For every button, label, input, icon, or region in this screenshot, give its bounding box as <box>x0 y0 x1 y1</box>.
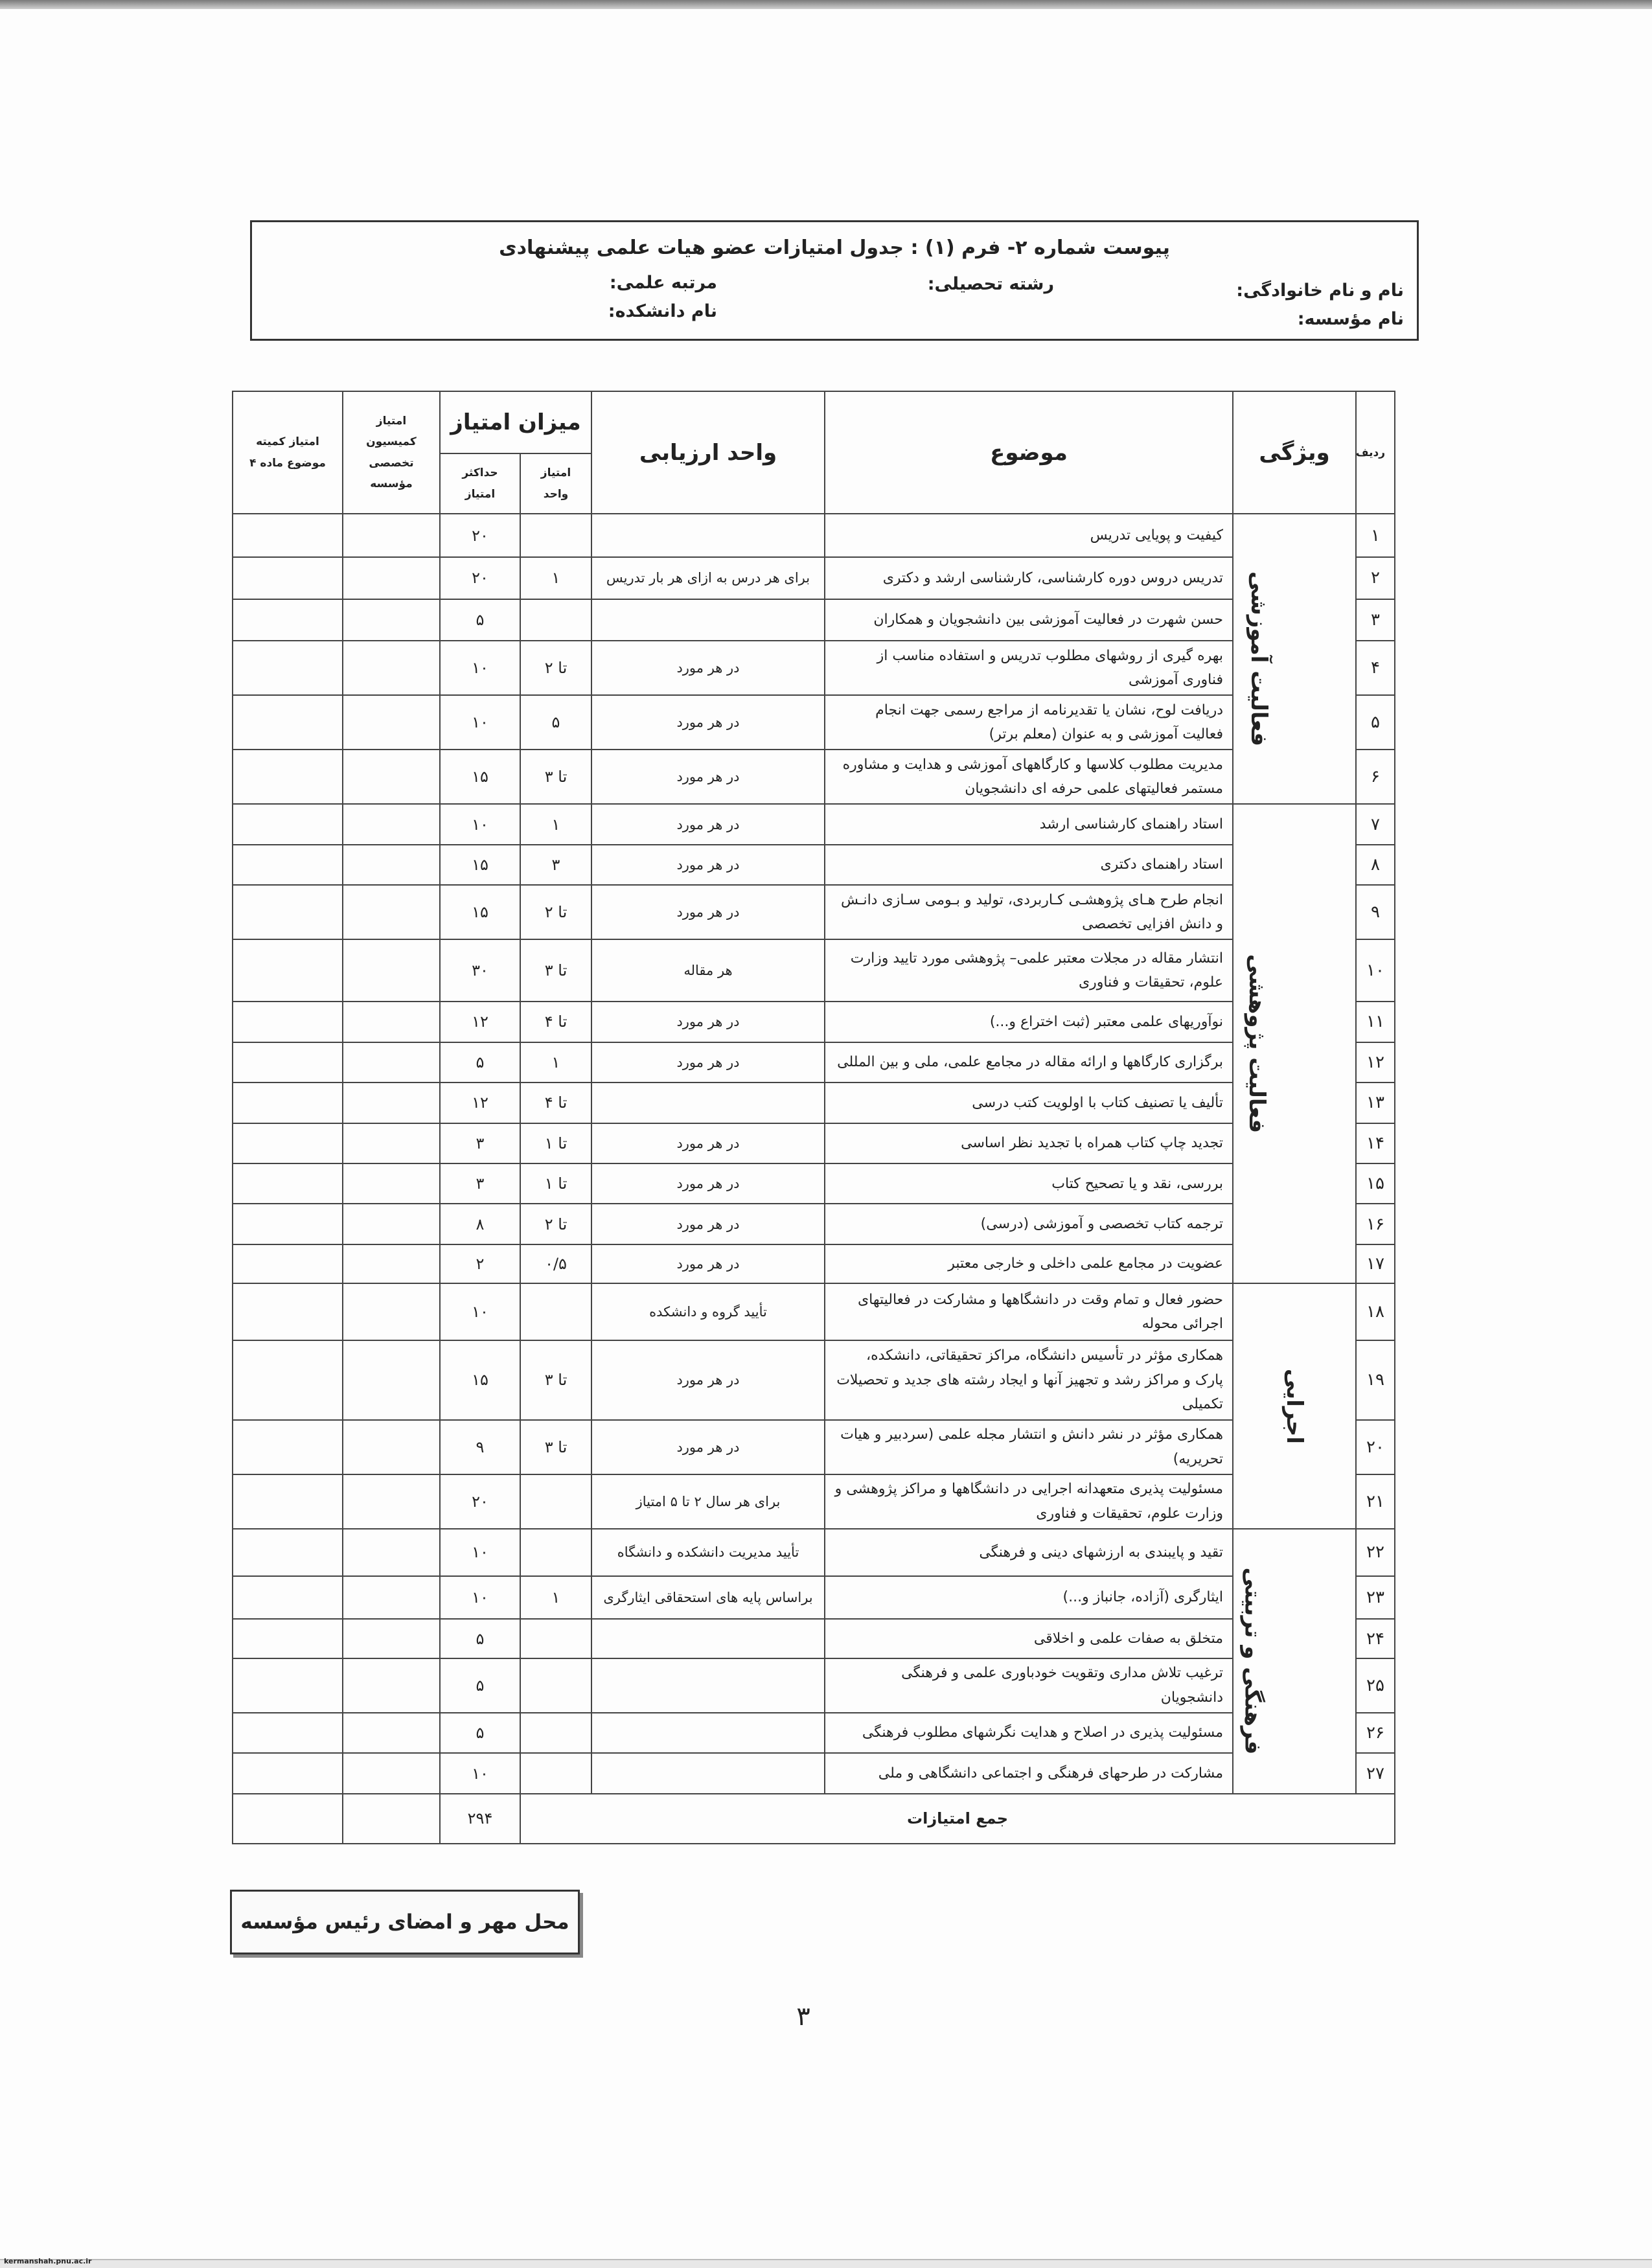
unit-cell: برای هر سال ۲ تا ۵ امتیاز <box>591 1474 825 1529</box>
unit-cell <box>591 599 825 641</box>
row-number: ۲۴ <box>1356 1619 1395 1658</box>
table-row <box>233 1082 1395 1123</box>
row-number: ۲ <box>1356 557 1395 599</box>
row-number: ۱۱ <box>1356 1002 1395 1042</box>
table-row <box>233 1163 1395 1204</box>
max-score-cell: ۳۰ <box>440 939 520 1002</box>
row-number: ۶ <box>1356 750 1395 804</box>
row-number: ۱۳ <box>1356 1082 1395 1123</box>
max-score-cell: ۵ <box>440 1713 520 1753</box>
unit-score-cell: تا ۳ <box>520 1420 591 1474</box>
row-number: ۳ <box>1356 599 1395 641</box>
max-score-cell: ۵ <box>440 1619 520 1658</box>
commission-score-cell <box>343 1474 440 1529</box>
commission-score-cell <box>343 1123 440 1163</box>
table-row <box>233 695 1395 750</box>
score-table <box>232 391 1395 1844</box>
unit-score-cell: ۱ <box>520 804 591 844</box>
category-cell <box>1233 514 1356 804</box>
name-label: نام و نام خانوادگی: <box>1236 281 1404 301</box>
row-number: ۱۰ <box>1356 939 1395 1002</box>
unit-cell: در هر مورد <box>591 1244 825 1283</box>
university-label: نام دانشکده: <box>608 301 717 321</box>
committee-score-cell <box>233 1042 343 1082</box>
unit-score-cell <box>520 514 591 557</box>
unit-score-cell: تا ۱ <box>520 1123 591 1163</box>
max-score-cell: ۱۵ <box>440 845 520 885</box>
table-row <box>233 1204 1395 1244</box>
watermark: kermanshah.pnu.ac.ir <box>4 2257 92 2265</box>
unit-cell: برای هر درس به ازای هر بار تدریس <box>591 557 825 599</box>
header-commission: امتیاز کمیسیون تخصصی مؤسسه <box>343 391 440 514</box>
max-score-cell: ۱۲ <box>440 1002 520 1042</box>
committee-score-cell <box>233 641 343 695</box>
unit-score-cell: ۳ <box>520 845 591 885</box>
total-label: جمع امتیازات <box>520 1794 1395 1844</box>
unit-cell: در هر مورد <box>591 804 825 844</box>
committee-score-cell <box>233 599 343 641</box>
table-row <box>233 1713 1395 1753</box>
table-row <box>233 1283 1395 1340</box>
subject-cell: ترغیب تلاش مداری وتقویت خودباوری علمی و فرهنگی دانشجویان <box>825 1658 1233 1713</box>
commission-score-cell <box>343 1576 440 1620</box>
max-score-cell: ۱۵ <box>440 885 520 939</box>
subject-cell: بهره گیری از روشهای مطلوب تدریس و استفاده مناسب از فناوری آموزشی <box>825 641 1233 695</box>
table-row <box>233 845 1395 885</box>
commission-score-cell <box>343 557 440 599</box>
commission-score-cell <box>343 514 440 557</box>
row-number: ۱۶ <box>1356 1204 1395 1244</box>
category-cell <box>1233 1283 1356 1529</box>
commission-score-cell <box>343 1619 440 1658</box>
form-title: پیوست شماره ۲- فرم (۱) : جدول امتیازات عضو هیات علمی پیشنهادی <box>499 236 1170 259</box>
category-cell <box>1233 1529 1356 1794</box>
subject-cell: ترجمه کتاب تخصصی و آموزشی (درسی) <box>825 1204 1233 1244</box>
row-number: ۱۴ <box>1356 1123 1395 1163</box>
total-value: ۲۹۴ <box>440 1794 520 1844</box>
unit-cell: تأیید مدیریت دانشکده و دانشگاه <box>591 1529 825 1576</box>
total-row <box>233 1794 1395 1844</box>
max-score-cell: ۱۵ <box>440 750 520 804</box>
header-unit-score: امتیاز واحد <box>520 453 591 514</box>
row-number: ۹ <box>1356 885 1395 939</box>
max-score-cell: ۲۰ <box>440 1474 520 1529</box>
commission-score-cell <box>343 750 440 804</box>
table-row <box>233 1420 1395 1474</box>
unit-score-cell: تا ۴ <box>520 1002 591 1042</box>
row-number: ۱۲ <box>1356 1042 1395 1082</box>
max-score-cell: ۱۰ <box>440 641 520 695</box>
unit-score-cell <box>520 1283 591 1340</box>
committee-score-cell <box>233 1753 343 1793</box>
commission-score-cell <box>343 1283 440 1340</box>
unit-score-cell: ۱ <box>520 1576 591 1620</box>
committee-score-cell <box>233 1340 343 1420</box>
subject-cell: برگزاری کارگاهها و ارائه مقاله در مجامع علمی، ملی و بین المللی <box>825 1042 1233 1082</box>
committee-score-cell <box>233 939 343 1002</box>
max-score-cell: ۵ <box>440 599 520 641</box>
unit-score-cell: ۱ <box>520 1042 591 1082</box>
unit-cell: در هر مورد <box>591 845 825 885</box>
row-number: ۲۳ <box>1356 1576 1395 1620</box>
unit-score-cell: تا ۳ <box>520 750 591 804</box>
committee-score-cell <box>233 885 343 939</box>
subject-cell: استاد راهنمای دکتری <box>825 845 1233 885</box>
max-score-cell: ۲ <box>440 1244 520 1283</box>
committee-score-cell <box>233 845 343 885</box>
committee-score-cell <box>233 1474 343 1529</box>
commission-score-cell <box>343 1244 440 1283</box>
row-number: ۸ <box>1356 845 1395 885</box>
committee-score-cell <box>233 1619 343 1658</box>
institute-label: نام مؤسسه: <box>1297 309 1404 329</box>
unit-score-cell <box>520 599 591 641</box>
category-label: فعالیت آموزشی <box>1245 571 1272 747</box>
commission-score-cell <box>343 804 440 844</box>
commission-score-cell <box>343 1420 440 1474</box>
unit-score-cell: تا ۱ <box>520 1163 591 1204</box>
unit-cell <box>591 1619 825 1658</box>
category-label: فرهنگی و تربیتی <box>1239 1568 1266 1755</box>
committee-score-cell <box>233 1082 343 1123</box>
committee-score-cell <box>233 1244 343 1283</box>
max-score-cell: ۱۰ <box>440 804 520 844</box>
subject-cell: تجدید چاپ کتاب همراه با تجدید نظر اساسی <box>825 1123 1233 1163</box>
subject-cell: تقید و پایبندی به ارزشهای دینی و فرهنگی <box>825 1529 1233 1576</box>
commission-score-cell <box>343 845 440 885</box>
committee-score-cell <box>233 1420 343 1474</box>
subject-cell: مسئولیت پذیری در اصلاح و هدایت نگرشهای مطلوب فرهنگی <box>825 1713 1233 1753</box>
scan-edge-bottom <box>0 2259 1652 2268</box>
unit-score-cell: تا ۲ <box>520 641 591 695</box>
committee-score-cell <box>233 1002 343 1042</box>
subject-cell: تألیف یا تصنیف کتاب با اولویت کتب درسی <box>825 1082 1233 1123</box>
committee-score-cell <box>233 557 343 599</box>
committee-score-cell <box>233 1283 343 1340</box>
row-number: ۱۸ <box>1356 1283 1395 1340</box>
subject-cell: بررسی، نقد و یا تصحیح کتاب <box>825 1163 1233 1204</box>
subject-cell: مسئولیت پذیری متعهدانه اجرایی در دانشگاهها و مراکز پژوهشی و وزارت علوم، تحقیقات و فناوری <box>825 1474 1233 1529</box>
subject-cell: مدیریت مطلوب کلاسها و کارگاههای آموزشی و هدایت و مشاوره مستمر فعالیتهای علمی حرفه ای دانشجویان <box>825 750 1233 804</box>
commission-score-cell <box>343 641 440 695</box>
max-score-cell: ۱۰ <box>440 1576 520 1620</box>
subject-cell: تدریس دروس دوره کارشناسی، کارشناسی ارشد و دکتری <box>825 557 1233 599</box>
max-score-cell: ۱۰ <box>440 695 520 750</box>
unit-score-cell: ۱ <box>520 557 591 599</box>
unit-cell <box>591 1082 825 1123</box>
max-score-cell: ۱۵ <box>440 1340 520 1420</box>
unit-cell: براساس پایه های استحقاقی ایثارگری <box>591 1576 825 1620</box>
commission-score-cell <box>343 695 440 750</box>
committee-score-cell <box>233 1658 343 1713</box>
table-row <box>233 1753 1395 1793</box>
unit-cell: در هر مورد <box>591 1204 825 1244</box>
max-score-cell: ۱۰ <box>440 1283 520 1340</box>
max-score-cell: ۱۰ <box>440 1753 520 1793</box>
commission-score-cell <box>343 885 440 939</box>
subject-cell: استاد راهنمای کارشناسی ارشد <box>825 804 1233 844</box>
row-number: ۱۷ <box>1356 1244 1395 1283</box>
unit-score-cell: تا ۲ <box>520 885 591 939</box>
commission-score-cell <box>343 1163 440 1204</box>
header-subject: موضوع <box>825 391 1233 514</box>
committee-score-cell <box>233 514 343 557</box>
unit-score-cell: ۵ <box>520 695 591 750</box>
unit-cell: در هر مورد <box>591 1340 825 1420</box>
table-row <box>233 885 1395 939</box>
unit-score-cell: تا ۲ <box>520 1204 591 1244</box>
unit-score-cell <box>520 1619 591 1658</box>
max-score-cell: ۹ <box>440 1420 520 1474</box>
committee-score-cell <box>233 1713 343 1753</box>
unit-score-cell <box>520 1658 591 1713</box>
commission-score-cell <box>343 1002 440 1042</box>
unit-cell: در هر مورد <box>591 641 825 695</box>
table-row <box>233 1658 1395 1713</box>
unit-cell: تأیید گروه و دانشکده <box>591 1283 825 1340</box>
row-number: ۲۰ <box>1356 1420 1395 1474</box>
table-row <box>233 750 1395 804</box>
subject-cell: همکاری مؤثر در تأسیس دانشگاه، مراکز تحقیقاتی، دانشکده، پارک و مراکز رشد و تجهیز آنها و ایجاد رشته های جدید و تحصیلات تکمیلی <box>825 1340 1233 1420</box>
header-max-score: حداکثر امتیاز <box>440 453 520 514</box>
subject-cell: انتشار مقاله در مجلات معتبر علمی– پژوهشی مورد تایید وزارت علوم، تحقیقات و فناوری <box>825 939 1233 1002</box>
scan-edge-top <box>0 0 1652 9</box>
header-category: ویژگی <box>1233 391 1356 514</box>
subject-cell: کیفیت و پویایی تدریس <box>825 514 1233 557</box>
form-header <box>250 220 1419 341</box>
max-score-cell: ۱۲ <box>440 1082 520 1123</box>
commission-score-cell <box>343 1529 440 1576</box>
unit-cell <box>591 1658 825 1713</box>
subject-cell: انجام طرح هـای پژوهشـی کـاربردی، تولید و بـومی سـازی دانـش و دانش افزایی تخصصی <box>825 885 1233 939</box>
table-row <box>233 557 1395 599</box>
max-score-cell: ۲۰ <box>440 514 520 557</box>
rank-label: مرتبه علمی: <box>609 273 717 293</box>
header-score: میزان امتیاز <box>440 391 591 453</box>
field-label: رشته تحصیلی: <box>927 274 1054 294</box>
unit-cell: در هر مورد <box>591 1163 825 1204</box>
unit-cell: در هر مورد <box>591 750 825 804</box>
subject-cell: دریافت لوح، نشان یا تقدیرنامه از مراجع رسمی جهت انجام فعالیت آموزشی و به عنوان (معلم برتر) <box>825 695 1233 750</box>
max-score-cell: ۲۰ <box>440 557 520 599</box>
subject-cell: متخلق به صفات علمی و اخلاقی <box>825 1619 1233 1658</box>
unit-cell <box>591 1753 825 1793</box>
commission-score-cell <box>343 1658 440 1713</box>
max-score-cell: ۱۰ <box>440 1529 520 1576</box>
commission-score-cell <box>343 1042 440 1082</box>
committee-score-cell <box>233 1529 343 1576</box>
subject-cell: نوآوریهای علمی معتبر (ثبت اختراع و...) <box>825 1002 1233 1042</box>
unit-cell: در هر مورد <box>591 695 825 750</box>
stamp-box: محل مهر و امضای رئیس مؤسسه <box>230 1890 580 1954</box>
committee-score-cell <box>233 695 343 750</box>
row-number: ۲۶ <box>1356 1713 1395 1753</box>
category-label: اجرایی <box>1281 1368 1307 1444</box>
table-row <box>233 1244 1395 1283</box>
table-row <box>233 1576 1395 1620</box>
max-score-cell: ۳ <box>440 1163 520 1204</box>
row-number: ۲۱ <box>1356 1474 1395 1529</box>
header-row-number: ردیف <box>1356 391 1395 514</box>
row-number: ۱۹ <box>1356 1340 1395 1420</box>
committee-score-cell <box>233 1204 343 1244</box>
row-number: ۲۲ <box>1356 1529 1395 1576</box>
unit-cell: در هر مورد <box>591 885 825 939</box>
table-row <box>233 514 1395 557</box>
max-score-cell: ۵ <box>440 1042 520 1082</box>
row-number: ۵ <box>1356 695 1395 750</box>
unit-score-cell <box>520 1753 591 1793</box>
row-number: ۲۷ <box>1356 1753 1395 1793</box>
committee-score-cell <box>233 1576 343 1620</box>
unit-cell: در هر مورد <box>591 1123 825 1163</box>
unit-cell: در هر مورد <box>591 1420 825 1474</box>
commission-score-cell <box>343 1204 440 1244</box>
commission-total-cell <box>343 1794 440 1844</box>
max-score-cell: ۵ <box>440 1658 520 1713</box>
unit-cell: هر مقاله <box>591 939 825 1002</box>
category-label: فعالیت پژوهشی <box>1243 954 1270 1134</box>
table-row <box>233 599 1395 641</box>
max-score-cell: ۳ <box>440 1123 520 1163</box>
unit-score-cell <box>520 1713 591 1753</box>
table-row <box>233 1340 1395 1420</box>
commission-score-cell <box>343 599 440 641</box>
row-number: ۱۵ <box>1356 1163 1395 1204</box>
unit-score-cell: تا ۴ <box>520 1082 591 1123</box>
committee-score-cell <box>233 1163 343 1204</box>
row-number: ۷ <box>1356 804 1395 844</box>
unit-score-cell <box>520 1529 591 1576</box>
commission-score-cell <box>343 1340 440 1420</box>
table-row <box>233 1529 1395 1576</box>
unit-cell <box>591 514 825 557</box>
header-committee: امتیاز کمیته موضوع ماده ۴ <box>233 391 343 514</box>
committee-score-cell <box>233 804 343 844</box>
committee-score-cell <box>233 1123 343 1163</box>
table-row <box>233 804 1395 844</box>
commission-score-cell <box>343 939 440 1002</box>
commission-score-cell <box>343 1713 440 1753</box>
category-cell <box>1233 804 1356 1283</box>
subject-cell: حسن شهرت در فعالیت آموزشی بین دانشجویان و همکاران <box>825 599 1233 641</box>
table-row <box>233 641 1395 695</box>
row-number: ۱ <box>1356 514 1395 557</box>
row-number: ۴ <box>1356 641 1395 695</box>
table-row <box>233 1474 1395 1529</box>
header-unit: واحد ارزیابی <box>591 391 825 514</box>
table-row <box>233 1123 1395 1163</box>
unit-score-cell: تا ۳ <box>520 939 591 1002</box>
committee-total-cell <box>233 1794 343 1844</box>
unit-cell: در هر مورد <box>591 1002 825 1042</box>
subject-cell: ایثارگری (آزاده، جانباز و...) <box>825 1576 1233 1620</box>
unit-score-cell <box>520 1474 591 1529</box>
commission-score-cell <box>343 1082 440 1123</box>
unit-score-cell: ۰/۵ <box>520 1244 591 1283</box>
subject-cell: مشارکت در طرحهای فرهنگی و اجتماعی دانشگاهی و ملی <box>825 1753 1233 1793</box>
subject-cell: همکاری مؤثر در نشر دانش و انتشار مجله علمی (سردبیر و هیات تحریریه) <box>825 1420 1233 1474</box>
row-number: ۲۵ <box>1356 1658 1395 1713</box>
max-score-cell: ۸ <box>440 1204 520 1244</box>
commission-score-cell <box>343 1753 440 1793</box>
unit-score-cell: تا ۳ <box>520 1340 591 1420</box>
subject-cell: عضویت در مجامع علمی داخلی و خارجی معتبر <box>825 1244 1233 1283</box>
unit-cell: در هر مورد <box>591 1042 825 1082</box>
unit-cell <box>591 1713 825 1753</box>
table-row <box>233 939 1395 1002</box>
page-number: ۳ <box>796 2002 810 2032</box>
subject-cell: حضور فعال و تمام وقت در دانشگاهها و مشارکت در فعالیتهای اجرائی محوله <box>825 1283 1233 1340</box>
committee-score-cell <box>233 750 343 804</box>
